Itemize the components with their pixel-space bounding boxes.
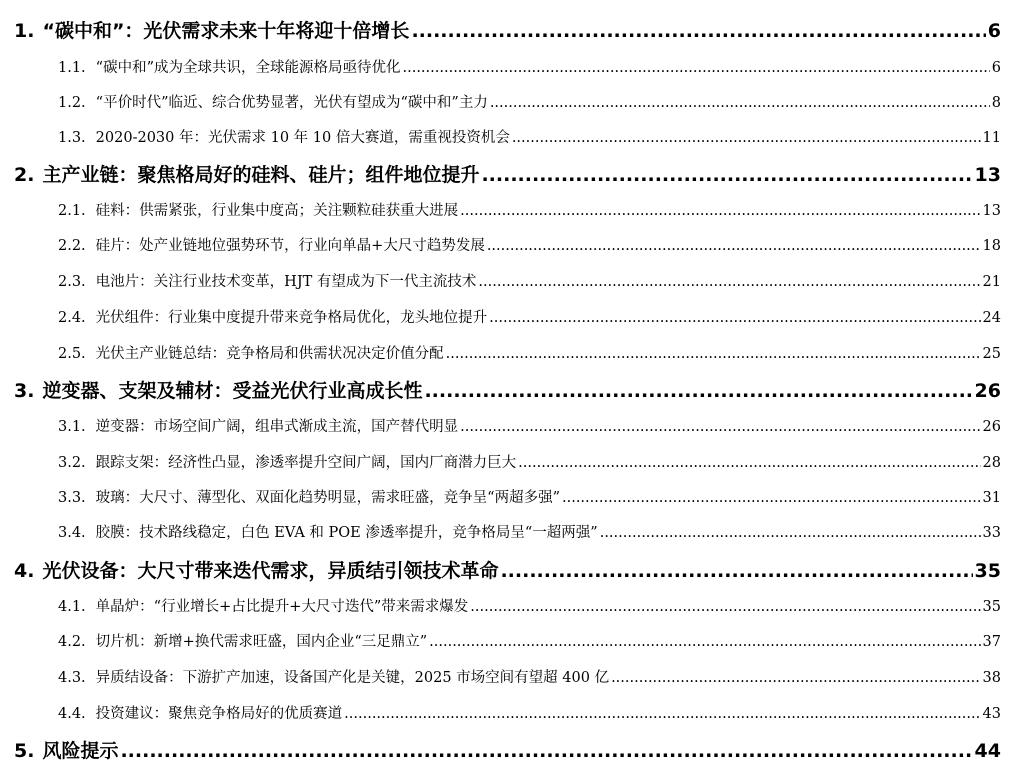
- toc-leader: [344, 706, 980, 722]
- toc-page: 24: [982, 310, 1001, 326]
- toc-title: 光伏主产业链总结：竞争格局和供需状况决定价值分配: [95, 346, 444, 362]
- toc-leader: [512, 130, 981, 146]
- toc-page: 38: [982, 670, 1001, 686]
- toc-page: 21: [982, 274, 1001, 290]
- toc-page: 6: [991, 60, 1001, 76]
- toc-title: 单晶炉：“行业增长+占比提升+大尺寸迭代”带来需求爆发: [95, 599, 469, 615]
- toc-title: 光伏组件：行业集中度提升带来竞争格局优化，龙头地位提升: [95, 310, 488, 326]
- toc-title: 光伏设备：大尺寸带来迭代需求，异质结引领技术革命: [42, 560, 499, 582]
- toc-entry[interactable]: [14, 16, 1001, 43]
- toc-entry[interactable]: [58, 199, 1001, 220]
- toc-title: 玻璃：大尺寸、薄型化、双面化趋势明显，需求旺盛，竞争呈“两超多强”: [95, 490, 560, 506]
- toc-number: 4.1.: [58, 599, 86, 615]
- toc-leader: [611, 670, 980, 686]
- toc-title: 投资建议：聚焦竞争格局好的优质赛道: [95, 706, 343, 722]
- toc-page: 37: [982, 634, 1001, 650]
- toc-entry[interactable]: [58, 451, 1001, 472]
- toc-title: 风险提示: [42, 740, 119, 762]
- toc-entry[interactable]: [58, 126, 1001, 147]
- toc-leader: [460, 203, 980, 219]
- toc-number: 2.1.: [58, 203, 86, 219]
- toc-page: 25: [982, 346, 1001, 362]
- toc-leader: [490, 95, 990, 111]
- toc-title: 异质结设备：下游扩产加速，设备国产化是关键，2025 市场空间有望超 400 亿: [95, 670, 610, 686]
- toc-leader: [487, 238, 981, 254]
- toc-title: 跟踪支架：经济性凸显，渗透率提升空间广阔，国内厂商潜力巨大: [95, 455, 517, 471]
- toc-title: 逆变器：市场空间广阔，组串式渐成主流，国产替代明显: [95, 419, 459, 435]
- toc-page: 28: [982, 455, 1001, 471]
- toc-leader: [120, 740, 972, 762]
- toc-page: 13: [982, 203, 1001, 219]
- toc-page: 18: [982, 238, 1001, 254]
- toc-number: 3.3.: [58, 490, 86, 506]
- toc-entry[interactable]: [58, 666, 1001, 687]
- toc-page: 11: [982, 130, 1001, 146]
- toc-title: 电池片：关注行业技术变革，HJT 有望成为下一代主流技术: [95, 274, 477, 290]
- toc-entry[interactable]: [58, 270, 1001, 291]
- toc-page: 35: [974, 560, 1001, 582]
- toc-leader: [489, 310, 980, 326]
- toc-page: 33: [982, 525, 1001, 541]
- toc-leader: [460, 419, 980, 435]
- toc-number: 5.: [14, 740, 35, 762]
- toc-title: “平价时代”临近、综合优势显著，光伏有望成为“碳中和”主力: [95, 95, 488, 111]
- toc-number: 2.: [14, 164, 35, 186]
- toc-leader: [470, 599, 980, 615]
- toc-title: “碳中和”：光伏需求未来十年将迎十倍增长: [42, 20, 410, 42]
- toc-leader: [518, 455, 980, 471]
- toc-entry[interactable]: [58, 521, 1001, 542]
- toc-title: 硅片：处产业链地位强势环节，行业向单晶+大尺寸趋势发展: [95, 238, 485, 254]
- toc-number: 1.3.: [58, 130, 86, 146]
- toc-title: 逆变器、支架及辅材：受益光伏行业高成长性: [42, 380, 423, 402]
- toc-title: 胶膜：技术路线稳定，白色 EVA 和 POE 渗透率提升，竞争格局呈“一超两强”: [95, 525, 598, 541]
- toc-page: 26: [982, 419, 1001, 435]
- toc-number: 2.2.: [58, 238, 86, 254]
- toc-number: 1.: [14, 20, 35, 42]
- toc-number: 4.3.: [58, 670, 86, 686]
- toc-leader: [411, 20, 985, 42]
- toc-entry[interactable]: [58, 342, 1001, 363]
- toc-leader: [562, 490, 981, 506]
- toc-number: 2.4.: [58, 310, 86, 326]
- toc-number: 4.: [14, 560, 35, 582]
- toc-page: 13: [974, 164, 1001, 186]
- toc-page: 26: [974, 380, 1001, 402]
- toc-entry[interactable]: [58, 595, 1001, 616]
- toc-leader: [424, 380, 972, 402]
- toc-leader: [446, 346, 981, 362]
- toc-entry[interactable]: [58, 415, 1001, 436]
- toc-entry[interactable]: [14, 556, 1001, 583]
- toc-number: 1.1.: [58, 60, 86, 76]
- toc-entry[interactable]: [58, 91, 1001, 112]
- toc-page: 43: [982, 706, 1001, 722]
- toc-page: 44: [974, 740, 1001, 762]
- toc-leader: [478, 274, 980, 290]
- toc-entry[interactable]: [14, 736, 1001, 763]
- toc-entry[interactable]: [58, 56, 1001, 77]
- toc-leader: [403, 60, 990, 76]
- toc-entry[interactable]: [58, 702, 1001, 723]
- toc-number: 4.2.: [58, 634, 86, 650]
- toc-title: 硅料：供需紧张，行业集中度高；关注颗粒硅获重大进展: [95, 203, 459, 219]
- toc-page: 8: [991, 95, 1001, 111]
- toc-entry[interactable]: [58, 486, 1001, 507]
- toc-number: 3.4.: [58, 525, 86, 541]
- toc-page: 35: [982, 599, 1001, 615]
- toc-leader: [600, 525, 981, 541]
- toc-entry[interactable]: [58, 234, 1001, 255]
- toc-title: 切片机：新增+换代需求旺盛，国内企业“三足鼎立”: [95, 634, 428, 650]
- toc-entry[interactable]: [14, 160, 1001, 187]
- toc-leader: [429, 634, 980, 650]
- toc-title: 2020-2030 年：光伏需求 10 年 10 倍大赛道，需重视投资机会: [95, 130, 510, 146]
- toc-leader: [481, 164, 972, 186]
- toc-entry[interactable]: [58, 630, 1001, 651]
- toc-entry[interactable]: [14, 376, 1001, 403]
- toc-entry[interactable]: [58, 306, 1001, 327]
- toc-number: 3.: [14, 380, 35, 402]
- toc-number: 3.1.: [58, 419, 86, 435]
- toc-leader: [500, 560, 972, 582]
- toc-title: “碳中和”成为全球共识，全球能源格局亟待优化: [95, 60, 401, 76]
- toc-number: 3.2.: [58, 455, 86, 471]
- toc-number: 2.3.: [58, 274, 86, 290]
- toc-page: 6: [987, 20, 1001, 42]
- toc-number: 2.5.: [58, 346, 86, 362]
- toc-number: 4.4.: [58, 706, 86, 722]
- toc-page: 31: [982, 490, 1001, 506]
- toc-title: 主产业链：聚焦格局好的硅料、硅片；组件地位提升: [42, 164, 480, 186]
- toc-number: 1.2.: [58, 95, 86, 111]
